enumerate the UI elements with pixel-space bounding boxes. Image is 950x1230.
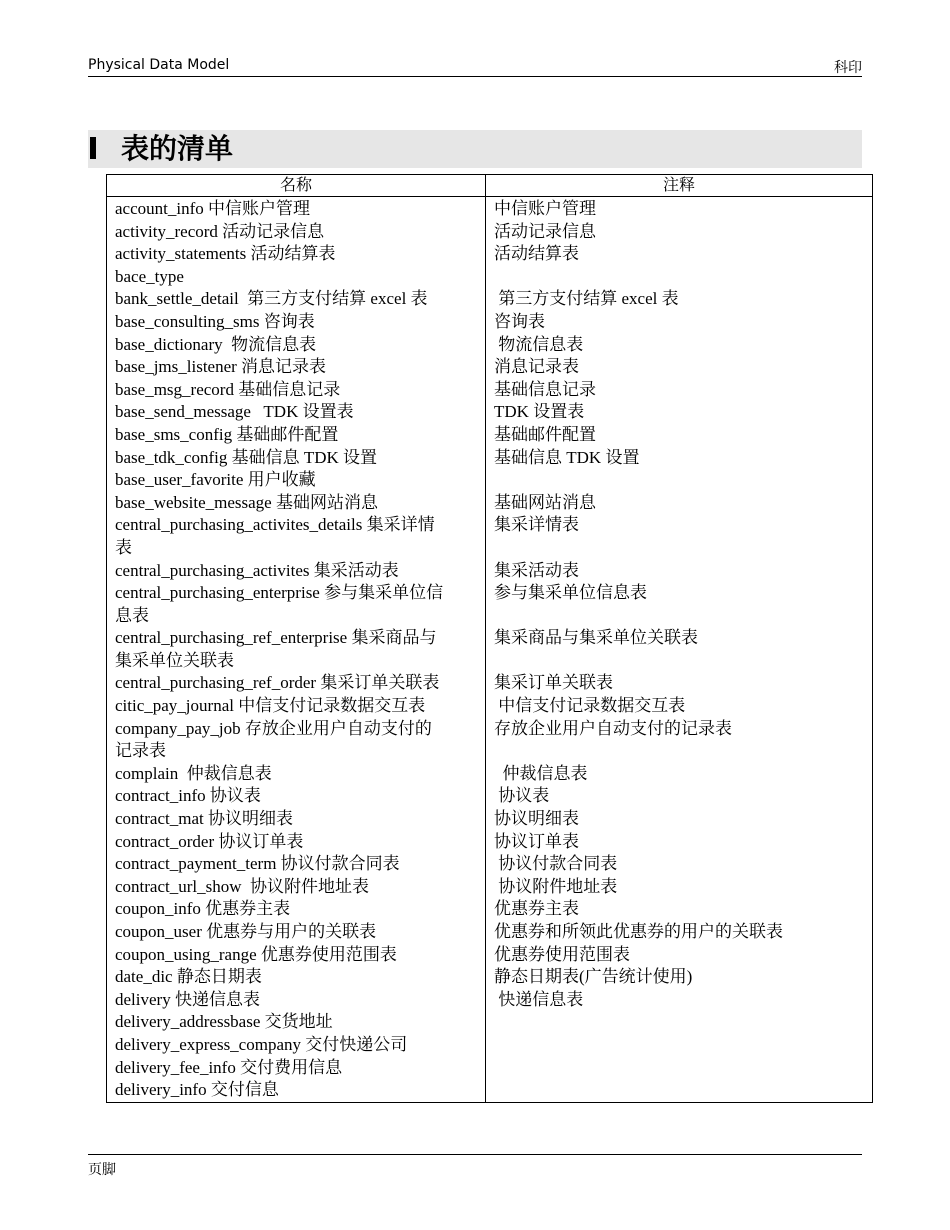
table-name-line: base_tdk_config 基础信息 TDK 设置 xyxy=(115,447,378,467)
table-comment-line: 优惠券使用范围表 xyxy=(494,944,630,964)
table-name-line: 表 xyxy=(115,537,132,557)
table-name-line: contract_info 协议表 xyxy=(115,786,261,806)
table-list xyxy=(106,174,873,1103)
table-name-line: base_user_favorite 用户收藏 xyxy=(115,470,316,490)
table-comment-line: 第三方支付结算 excel 表 xyxy=(494,289,679,309)
table-name-line: delivery_fee_info 交付费用信息 xyxy=(115,1057,343,1077)
table-name-line: activity_statements 活动结算表 xyxy=(115,244,336,264)
section-heading xyxy=(88,130,862,168)
table-comment-line: 参与集采单位信息表 xyxy=(494,583,647,603)
table-name-line: central_purchasing_activites_details 集采详情 xyxy=(115,515,435,535)
column-header-comment: 注释 xyxy=(486,175,873,197)
table-name-line: complain 仲裁信息表 xyxy=(115,763,272,783)
table-comment-line: 快递信息表 xyxy=(494,989,584,1009)
table-comment-line xyxy=(494,650,864,673)
table-name-line: coupon_user 优惠券与用户的关联表 xyxy=(115,922,377,941)
table-name-line: coupon_info 优惠券主表 xyxy=(115,899,291,919)
table-name-line: 记录表 xyxy=(115,741,166,761)
table-comment-line: 消息记录表 xyxy=(494,357,579,377)
table-comment-line xyxy=(494,537,864,560)
table-comment-line: 集采活动表 xyxy=(494,560,579,580)
table-comment-line: 基础网站消息 xyxy=(494,492,596,512)
table-comment-line xyxy=(494,740,864,763)
table-name-line: account_info 中信账户管理 xyxy=(115,199,310,218)
table-name-line: coupon_using_range 优惠券使用范围表 xyxy=(115,944,397,964)
table-name-line: base_send_message TDK 设置表 xyxy=(115,402,354,422)
table-comment-line: 协议表 xyxy=(494,786,550,806)
header-company: 科印 xyxy=(834,60,862,76)
section-title: 表的清单 xyxy=(121,132,234,165)
table-comment-line: 集采商品与集采单位关联表 xyxy=(494,628,698,648)
table-name-line: central_purchasing_enterprise 参与集采单位信 xyxy=(115,583,444,603)
table-comment-line: 基础邮件配置 xyxy=(494,424,596,444)
table-comment-line xyxy=(494,1057,864,1080)
table-name-line: base_sms_config 基础邮件配置 xyxy=(115,424,339,444)
table-comment-line xyxy=(494,266,864,289)
table-comment-line: 优惠券和所领此优惠券的用户的关联表 xyxy=(494,922,783,941)
table-name-line: 息表 xyxy=(115,605,149,625)
table-row xyxy=(107,197,873,1103)
table-comment-line xyxy=(494,1011,864,1034)
table-comment-line: 协议订单表 xyxy=(494,831,579,851)
table-name-line: central_purchasing_ref_order 集采订单关联表 xyxy=(115,673,440,693)
table-comment-line xyxy=(494,1079,864,1102)
table-comment-line: 活动记录信息 xyxy=(494,221,596,241)
table-name-line: delivery_addressbase 交货地址 xyxy=(115,1012,333,1032)
table-comment-line: 活动结算表 xyxy=(494,244,579,264)
table-name-line: contract_order 协议订单表 xyxy=(115,831,304,851)
table-comment-line xyxy=(494,469,864,492)
table-comment-line: 中信支付记录数据交互表 xyxy=(494,696,686,716)
comment-cell xyxy=(486,197,873,1103)
table-name-line: company_pay_job 存放企业用户自动支付的 xyxy=(115,718,432,738)
table-name-line: base_jms_listener 消息记录表 xyxy=(115,357,327,377)
table-comment-line: 咨询表 xyxy=(494,311,545,331)
table-comment-line: 静态日期表(广告统计使用) xyxy=(494,967,693,987)
table-name-line: delivery_express_company 交付快递公司 xyxy=(115,1034,408,1054)
table-name-line: date_dic 静态日期表 xyxy=(115,967,262,987)
table-name-line: bank_settle_detail 第三方支付结算 excel 表 xyxy=(115,289,428,309)
table-name-line: central_purchasing_activites 集采活动表 xyxy=(115,560,399,580)
table-comment-line xyxy=(494,1034,864,1057)
table-name-line: base_dictionary 物流信息表 xyxy=(115,334,317,354)
table-comment-line: 协议付款合同表 xyxy=(494,854,618,874)
table-name-line: contract_url_show 协议附件地址表 xyxy=(115,876,370,896)
table-name-line: activity_record 活动记录信息 xyxy=(115,221,325,241)
table-name-line: base_website_message 基础网站消息 xyxy=(115,492,378,512)
table-comment-line: 基础信息 TDK 设置 xyxy=(494,447,640,467)
table-name-line: contract_mat 协议明细表 xyxy=(115,809,293,829)
table-comment-line: 仲裁信息表 xyxy=(494,763,588,783)
table-name-line: bace_type xyxy=(115,266,184,286)
table-comment-line: 协议明细表 xyxy=(494,809,579,829)
table-name-line: delivery 快递信息表 xyxy=(115,989,260,1009)
table-comment-line: 集采订单关联表 xyxy=(494,673,613,693)
table-name-line: base_consulting_sms 咨询表 xyxy=(115,311,315,331)
bullet-bar-icon xyxy=(90,137,96,159)
header-title: Physical Data Model xyxy=(88,57,230,73)
table-comment-line: 协议附件地址表 xyxy=(494,876,618,896)
table-name-line: citic_pay_journal 中信支付记录数据交互表 xyxy=(115,696,426,716)
table-name-line: base_msg_record 基础信息记录 xyxy=(115,379,341,399)
table-name-line: delivery_info 交付信息 xyxy=(115,1080,279,1100)
table-comment-line: 优惠券主表 xyxy=(494,899,579,919)
table-comment-line: TDK 设置表 xyxy=(494,402,585,422)
table-header-row xyxy=(107,175,873,197)
table-comment-line: 物流信息表 xyxy=(494,334,584,354)
table-comment-line: 集采详情表 xyxy=(494,515,579,535)
table-name-line: 集采单位关联表 xyxy=(115,650,234,670)
column-header-name: 名称 xyxy=(107,175,486,197)
table-comment-line: 存放企业用户自动支付的记录表 xyxy=(494,718,732,738)
table-comment-line: 中信账户管理 xyxy=(494,199,596,218)
table-name-line: contract_payment_term 协议付款合同表 xyxy=(115,854,400,874)
name-cell xyxy=(107,197,486,1103)
table-comment-line: 基础信息记录 xyxy=(494,379,596,399)
table-comment-line xyxy=(494,605,864,628)
footer-text: 页脚 xyxy=(88,1162,116,1178)
table-name-line: central_purchasing_ref_enterprise 集采商品与 xyxy=(115,628,437,648)
page-header xyxy=(88,56,862,77)
page-footer xyxy=(88,1154,862,1178)
